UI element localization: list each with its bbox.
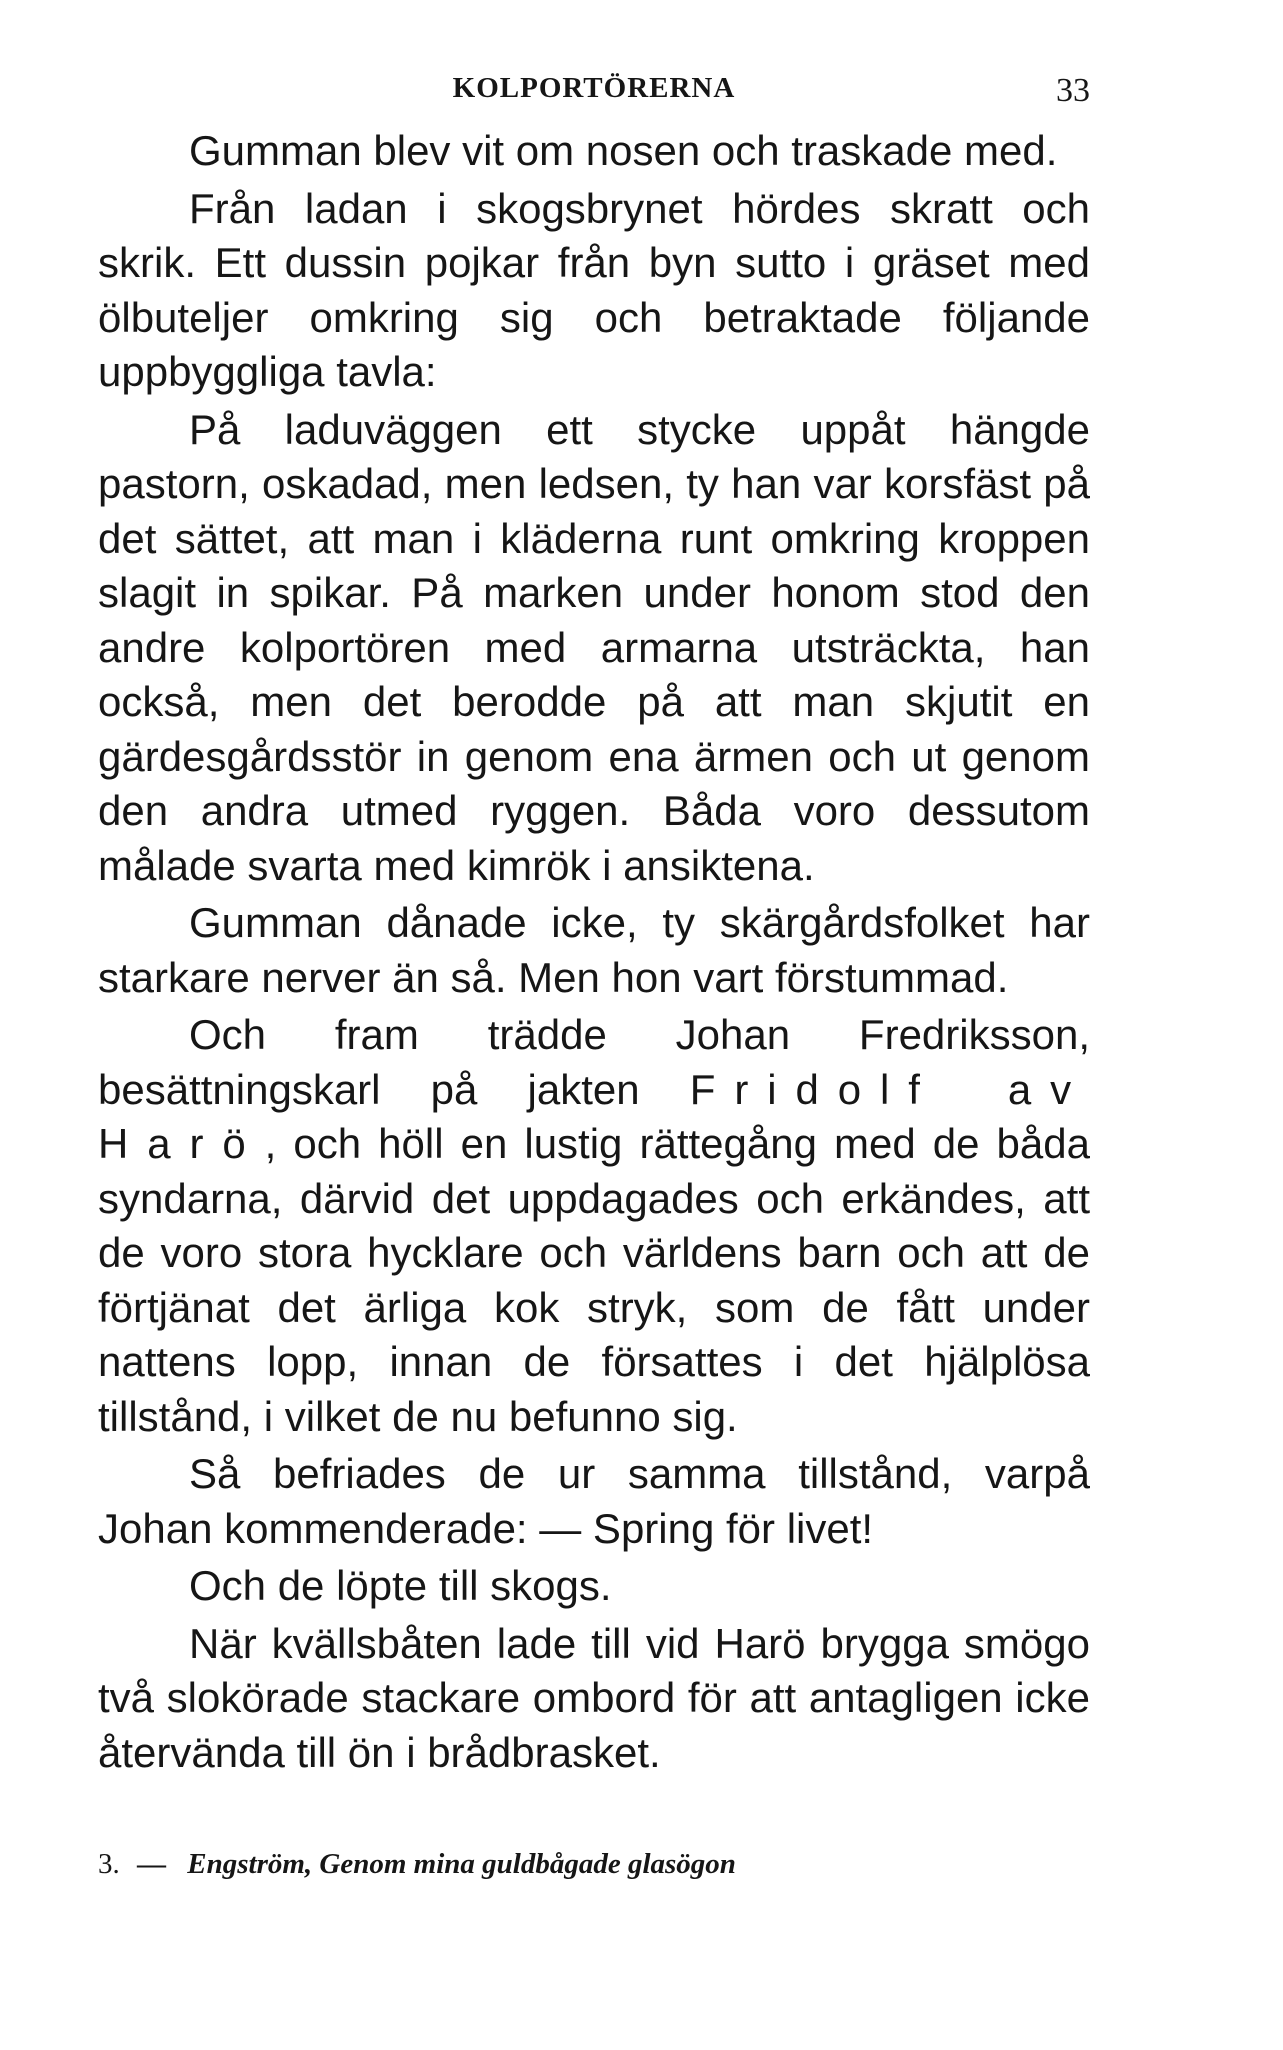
ship-name: Fridolf av Harö [98,1065,1091,1167]
footer-dash: — [137,1848,166,1880]
paragraph: När kvällsbåten lade till vid Harö brygga smögo två slokörade stackare ombord för att antagligen icke återvända till ön i brådbrasket. [98,1619,1090,1776]
body-text [98,124,1090,1783]
paragraph-text: Och fram trädde Johan Fredriksson, besättningskarl på jakten [98,1011,1090,1113]
paragraph: Så befriades de ur samma tillstånd, varpå Johan kommenderade: — Spring för livet! [98,1450,1090,1552]
paragraph [98,1008,1090,1444]
paragraph: På laduväggen ett stycke uppåt hängde pastorn, oskadad, men ledsen, ty han var korsfäst på det sättet, att man i kläderna runt omkring kroppen slagit in spikar. På marken under honom stod den andre kolportören med armarna utsträckta, han också, men det berodde på att man skjutit en gärdesgårdsstör in genom ena ärmen och ut genom den andra utmed ryggen. Båda voro dessutom målade svarta med kimrök i ansiktena. [98,405,1090,889]
paragraph: Gumman dånade icke, ty skärgårdsfolket har starkare nerver än så. Men hon vart förstummad. [98,899,1090,1001]
footer-title: Engström, Genom mina guldbågade glasögon [187,1848,736,1880]
paragraph: Från ladan i skogsbrynet hördes skratt och skrik. Ett dussin pojkar från byn sutto i gräset med ölbuteljer omkring sig och betraktade följande uppbyggliga tavla: [98,184,1090,395]
page-header [98,72,1090,132]
paragraph: Och de löpte till skogs. [189,1562,612,1609]
running-title: KOLPORTÖRERNA [452,72,736,104]
signature-footer [98,1848,1090,1881]
page-number: 33 [1056,72,1090,109]
paragraph: Gumman blev vit om nosen och traskade med. [189,127,1058,174]
paragraph-text: , och höll en lustig rättegång med de båda syndarna, därvid det uppdagades och erkändes, att de voro stora hycklare och världens barn och att de förtjänat det ärliga kok stryk, som de fått under nattens lopp, innan de försattes i det hjälplösa tillstånd, i vilket de nu befunno sig. [98,1120,1090,1440]
signature-mark: 3. [98,1848,120,1880]
